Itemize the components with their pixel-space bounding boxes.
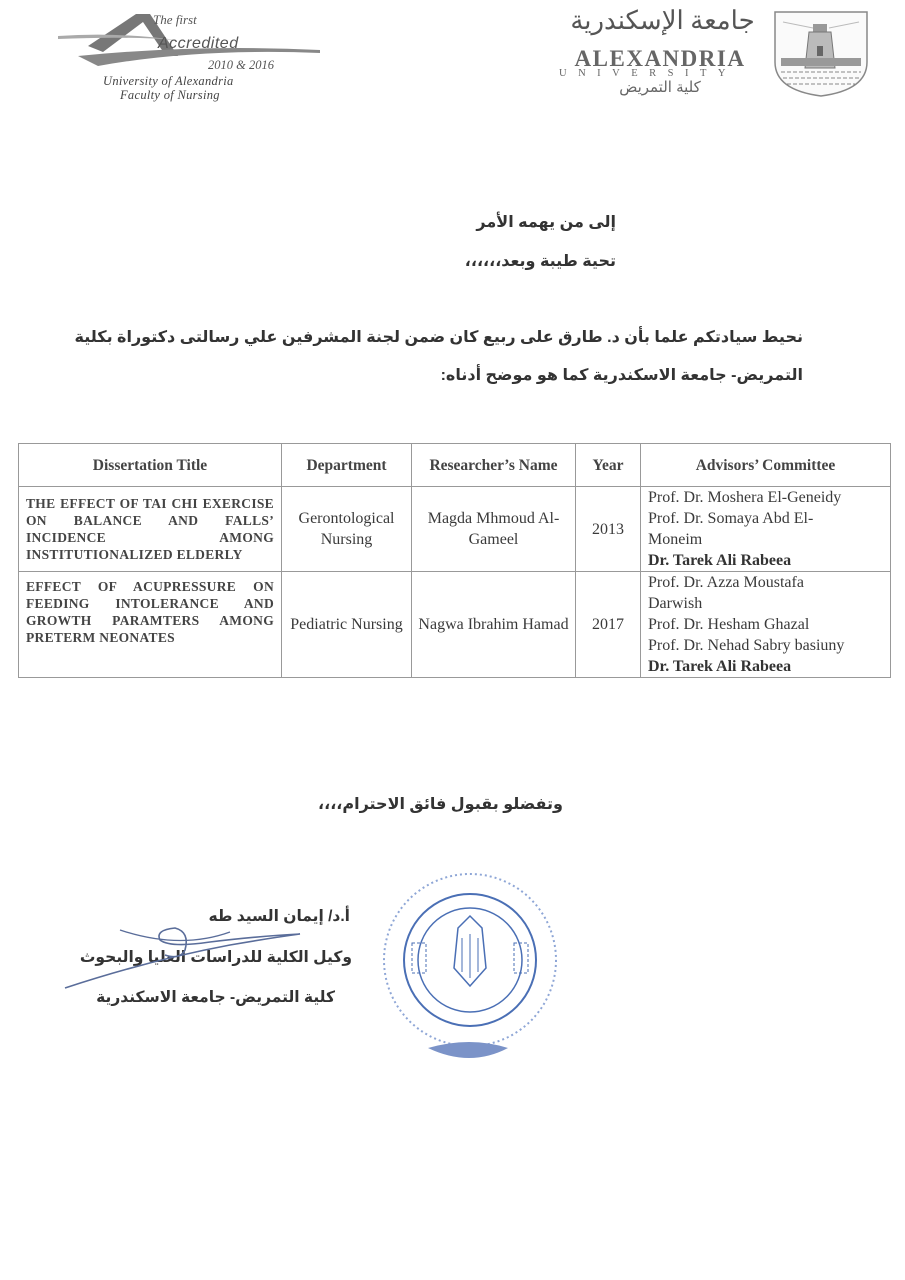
cell-advisors: [641, 572, 891, 678]
letter-closing: وتفضلو بقبول فائق الاحترام،،،،: [318, 796, 563, 813]
accreditation-faculty: Faculty of Nursing: [120, 88, 220, 102]
cell-dissertation-title: THE EFFECT OF TAI CHI EXERCISE ON BALANCE AND FALLS’ INCIDENCE AMONG INSTITUTIONALIZED ELDERLY: [19, 487, 282, 572]
cell-dissertation-title: EFFECT OF ACUPRESSURE ON FEEDING INTOLERANCE AND GROWTH PARAMTERS AMONG PRETERM NEONATES: [19, 572, 282, 678]
table-row: [19, 487, 891, 572]
advisor-name: Prof. Dr. Nehad Sabry basiuny: [648, 637, 845, 654]
table-row: [19, 572, 891, 678]
cell-department: Pediatric Nursing: [282, 572, 412, 678]
dissertations-table: [18, 443, 891, 678]
letter-greeting: تحية طيبة وبعد،،،،،،: [464, 253, 616, 270]
handwritten-signature-icon: [60, 910, 320, 990]
accreditation-years: 2010 & 2016: [208, 58, 274, 72]
logo-english-name: ALEXANDRIA: [574, 46, 746, 71]
header-researcher-name: Researcher’s Name: [412, 444, 576, 487]
letter-recipient: إلى من يهمه الأمر: [476, 214, 616, 231]
accreditation-first-text: The first: [153, 12, 197, 27]
signatory-faculty: كلية التمريض- جامعة الاسكندرية: [96, 989, 335, 1006]
advisor-name: Prof. Dr. Somaya Abd El-: [648, 510, 814, 527]
logo-arabic-faculty: كلية التمريض: [619, 79, 701, 96]
letter-body-line-2: التمريض- جامعة الاسكندرية كما هو موضح أدناه:: [440, 367, 803, 384]
letter-body-line-1: نحيط سيادتكم علما بأن د. طارق على ربيع كان ضمن لجنة المشرفين علي رسالتى دكتوراة بكلية: [74, 329, 803, 346]
advisor-name: Prof. Dr. Moshera El-Geneidy: [648, 489, 842, 506]
advisor-name-highlighted: Dr. Tarek Ali Rabeea: [648, 552, 792, 569]
header-year: Year: [576, 444, 641, 487]
cell-year: 2017: [576, 572, 641, 678]
logo-arabic-university: جامعة الإسكندرية: [570, 6, 755, 35]
accreditation-university: University of Alexandria: [103, 74, 234, 88]
header-advisors-committee: Advisors’ Committee: [641, 444, 891, 487]
table-header-row: [19, 444, 891, 487]
accreditation-logo: [58, 6, 323, 101]
signatory-name: أ.د/ إيمان السيد طه: [208, 908, 350, 925]
advisor-name-highlighted: Dr. Tarek Ali Rabeea: [648, 658, 792, 675]
accreditation-accredited-text: Accredited: [158, 35, 239, 52]
lighthouse-shield-icon: [773, 10, 869, 98]
advisor-name: Prof. Dr. Azza Moustafa: [648, 574, 804, 591]
logo-english-university: UNIVERSITY: [559, 68, 737, 79]
cell-researcher: Nagwa Ibrahim Hamad: [412, 572, 576, 678]
cell-researcher: Magda Mhmoud Al-Gameel: [412, 487, 576, 572]
alexandria-university-logo: [555, 6, 875, 101]
cell-year: 2013: [576, 487, 641, 572]
advisor-name: Moneim: [648, 531, 703, 548]
cell-department: Gerontological Nursing: [282, 487, 412, 572]
advisor-name: Darwish: [648, 595, 703, 612]
cell-advisors: [641, 487, 891, 572]
header-dissertation-title: Dissertation Title: [19, 444, 282, 487]
header-department: Department: [282, 444, 412, 487]
advisor-name: Prof. Dr. Hesham Ghazal: [648, 616, 810, 633]
official-stamp-icon: [378, 868, 568, 1078]
signatory-role: وكيل الكلية للدراسات العليا والبحوث: [79, 949, 352, 966]
